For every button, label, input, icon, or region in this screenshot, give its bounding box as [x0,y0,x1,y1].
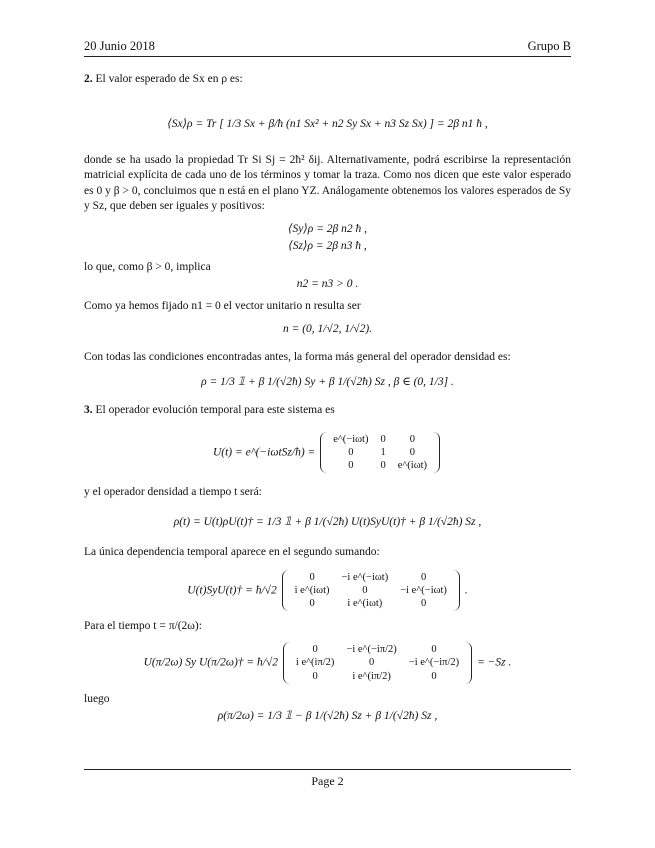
section2-text2: lo que, como β > 0, implica [84,261,211,274]
matrix-cell: 0 [380,434,386,446]
equation-USU [84,570,571,611]
matrix-cell: 0 [312,670,318,682]
section2-text3: Como ya hemos fijado n1 = 0 el vector unitario n resulta ser [84,299,361,312]
section2-number: 2. [84,73,93,85]
equation-rho-t: ρ(t) = U(t)ρU(t)† = 1/3 𝟙 + β 1/(√2ħ) U(t)SyU(t)† + β 1/(√2ħ) Sz , [173,515,482,528]
matrix-cell: 0 [309,598,315,610]
section3-number: 3. [84,403,93,416]
section3-text2: La única dependencia temporal aparece en el segundo sumando: [84,545,380,558]
page-footer [0,774,655,790]
equation-evolution-lhs: U(t) = e^(−iωtSz/ħ) = [212,446,316,459]
matrix-USU-pi [283,642,472,683]
equation-density-operator: ρ = 1/3 𝟙 + β 1/(√2ħ) Sy + β 1/(√2ħ) Sz , β ∈ (0, 1/3] . [201,375,454,388]
page-header [84,38,571,54]
matrix-cell: −i e^(−iωt) [400,584,447,596]
matrix-cell: e^(−iωt) [333,434,369,446]
equation-evolution-operator [84,432,571,473]
matrix-cell: 0 [362,584,368,596]
section3-intro [84,403,571,418]
equation-expect-z: ⟨Sz⟩ρ = 2β n3 ħ , [288,240,367,253]
equation-USU-tail: . [464,584,468,597]
section2-intro [84,72,571,87]
page-body [84,70,571,724]
matrix-cell: 0 [409,447,415,459]
equation-n2-n3: n2 = n3 > 0 . [296,278,359,291]
matrix-cell: 0 [380,460,386,472]
section3-text3: Para el tiempo t = π/(2ω): [84,620,202,633]
matrix-cell: 0 [420,598,427,610]
matrix-cell: 1 [380,447,386,459]
matrix-cell: i e^(iπ/2) [352,670,391,682]
matrix-cell: i e^(iωt) [294,584,330,596]
equation-expect-x: ⟨Sx⟩ρ = Tr [ 1/3 Sx + β/ħ (n1 Sx² + n2 Sy Sx + n3 Sz Sx) ] = 2β n1 ħ , [167,118,488,131]
header-date: 20 Junio 2018 [84,39,155,53]
matrix-cell: −i e^(−iπ/2) [346,644,397,656]
equation-USU-pi-tail: = −Sz . [477,656,512,669]
matrix-cell: i e^(iπ/2) [295,657,335,669]
matrix-cell: 0 [348,447,354,459]
section2-text4: Con todas las condiciones encontradas antes, la forma más general del operador densidad es: [84,350,511,363]
matrix-evolution [320,432,440,473]
footer-rule [84,769,571,770]
header-rule [84,56,571,57]
matrix-cell: 0 [431,644,437,656]
matrix-cell: 0 [368,657,375,669]
equation-USU-lhs: U(t)SyU(t)† = ħ/√2 [187,584,277,597]
section3-text4: luego [84,692,110,705]
matrix-USU [282,570,460,611]
section3-intro-text: El operador evolución temporal para este sistema es [95,403,335,416]
matrix-cell: 0 [420,571,427,583]
equation-expect-y: ⟨Sy⟩ρ = 2β n2 ħ , [287,222,368,235]
matrix-cell: i e^(iωt) [347,598,383,610]
section2-intro-text: El valor esperado de Sx en ρ es: [95,73,243,85]
matrix-cell: 0 [312,644,318,656]
header-group: Grupo B [527,39,571,53]
matrix-cell: 0 [409,434,415,446]
section2-text1: donde se ha usado la propiedad Tr Si Sj = 2ħ² δij. Alternativamente, podrá escribirse la representación matricial explícita de cada uno de los términos y tomar la traza. Como nos dicen que este valor esperado es 0 y β > 0, concluimos que n está en el plano YZ. Análogamente obtenemos los valores esperados de Sy y Sz, que deben ser iguales y positivos: [84,154,571,212]
equation-vector-n: n = (0, 1/√2, 1/√2). [282,322,373,335]
matrix-cell: 0 [348,460,354,472]
equation-rho-final: ρ(π/2ω) = 1/3 𝟙 − β 1/(√2ħ) Sz + β 1/(√2ħ) Sz , [217,709,438,722]
matrix-cell: 0 [309,571,315,583]
matrix-cell: 0 [431,670,437,682]
equation-USU-pi [84,642,571,683]
matrix-cell: −i e^(−iπ/2) [408,657,460,669]
page-number: Page 2 [311,774,344,788]
matrix-cell: e^(iωt) [397,460,428,472]
section3-text1: y el operador densidad a tiempo t será: [84,486,262,499]
matrix-cell: −i e^(−iωt) [341,571,389,583]
equation-USU-pi-lhs: U(π/2ω) Sy U(π/2ω)† = ħ/√2 [143,656,279,669]
